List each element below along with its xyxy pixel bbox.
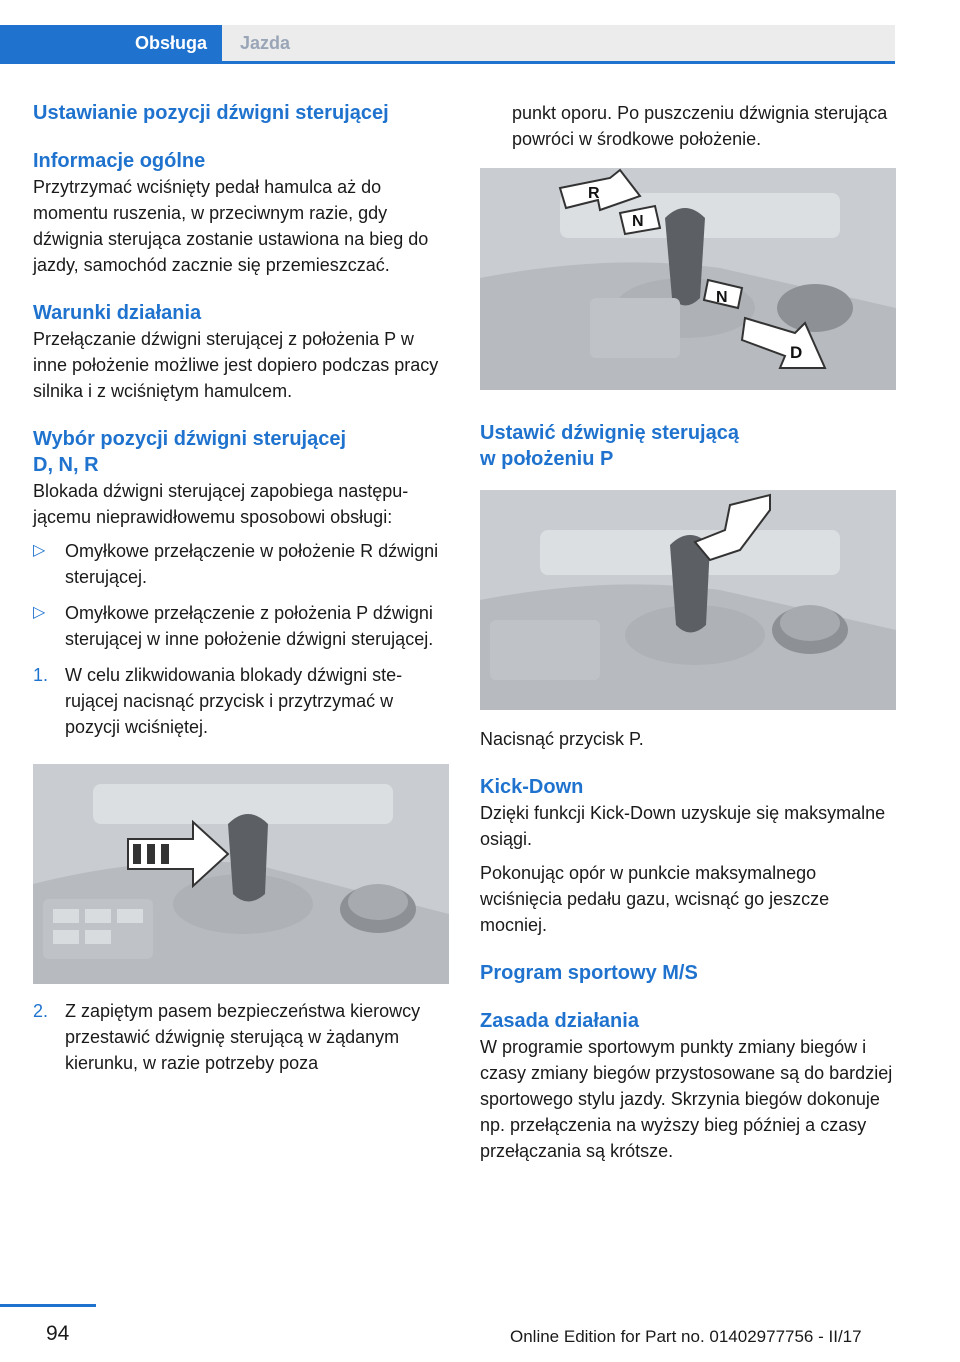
gear-label-d: D (790, 343, 803, 362)
chapter-tabs (0, 25, 960, 63)
list-item: 1. W celu zlikwidowania blokady dźwigni sterującej nacisnąć przycisk i przytrzymać w pozycji wciśniętej. (33, 662, 449, 740)
page-number: 94 (46, 1322, 70, 1345)
heading-sport-program: Program sportowy M/S (480, 962, 698, 984)
select-position-text: Blokada dźwigni sterującej zapobiega następującemu nieprawidłowemu sposobowi obsługi: (33, 481, 409, 527)
continued-text: punkt oporu. Po puszczeniu dźwignia sterująca powróci w środkowe położenie. (512, 103, 888, 149)
gear-label-n-lower: N (716, 289, 728, 306)
heading-set-park: Ustawić dźwignię sterującą w położeniu P (480, 422, 739, 470)
step-list (33, 998, 449, 1076)
step-number: 1. (33, 665, 49, 685)
general-info-text: Przytrzymać wciśnięty pedał hamulca aż do momentu ruszenia, w przeciwnym razie, gdy dźwignia sterująca zostanie ustawiona na bieg do jazdy, samochód zacznie się przemieszczać. (33, 177, 429, 275)
kick-down-text-1: Dzięki funkcji Kick-Down uzyskuje się maksymalne osiągi. (480, 803, 886, 849)
park-button-illustration (480, 490, 896, 710)
tab-jazda[interactable]: Jazda (222, 25, 895, 61)
principle-text: W programie sportowym punkty zmiany biegów i czasy zmiany biegów przystosowane są do bardziej sportowego stylu jazdy. Skrzynia biegów dokonuje np. przełączenia na wyższy bieg później a czasy przełączania są krótsze. (480, 1037, 893, 1161)
tab-obsluga[interactable]: Obsługa (0, 25, 222, 61)
bullet-list (33, 538, 449, 740)
triangle-bullet-icon: ▷ (33, 604, 46, 621)
edition-note: Online Edition for Part no. 01402977756 - II/17 (510, 1327, 862, 1346)
list-item: 2. Z zapiętym pasem bezpieczeństwa kierowcy przestawić dźwignię sterującą w żądanym kierunku, w razie potrzeby poza (33, 998, 449, 1076)
footer-divider (0, 1304, 96, 1307)
heading-general-info: Informacje ogólne (33, 150, 206, 172)
operating-conditions-text: Przełączanie dźwigni sterującej z położenia P w inne położenie możliwe jest dopiero podczas pracy silnika i z wciśniętym hamulcem. (33, 329, 439, 401)
header-divider (0, 61, 895, 64)
gear-label-n-upper: N (632, 213, 644, 230)
step-number: 2. (33, 1001, 49, 1021)
heading-principle: Zasada działania (480, 1010, 639, 1032)
triangle-bullet-icon: ▷ (33, 542, 46, 559)
left-column (33, 100, 449, 1086)
right-column (480, 100, 896, 1164)
set-park-text: Nacisnąć przycisk P. (480, 729, 644, 749)
selector-lever-button-illustration (33, 764, 449, 984)
gear-positions-illustration (480, 168, 896, 390)
heading-operating-conditions: Warunki działania (33, 302, 202, 324)
kick-down-text-2: Pokonując opór w punkcie maksymalnego wciśnięcia pedału gazu, wcisnąć go jeszcze mocniej. (480, 863, 830, 935)
page-title: Ustawianie pozycji dźwigni sterującej (33, 102, 389, 124)
list-item: ▷ Omyłkowe przełączenie z położenia P dźwigni sterującej w inne położenie dźwigni sterującej. (33, 600, 449, 652)
heading-select-position: Wybór pozycji dźwigni sterującej D, N, R (33, 428, 347, 476)
list-item: ▷ Omyłkowe przełączenie w położenie R dźwigni sterującej. (33, 538, 449, 590)
heading-kick-down: Kick-Down (480, 776, 584, 798)
gear-label-r: R (588, 185, 600, 202)
